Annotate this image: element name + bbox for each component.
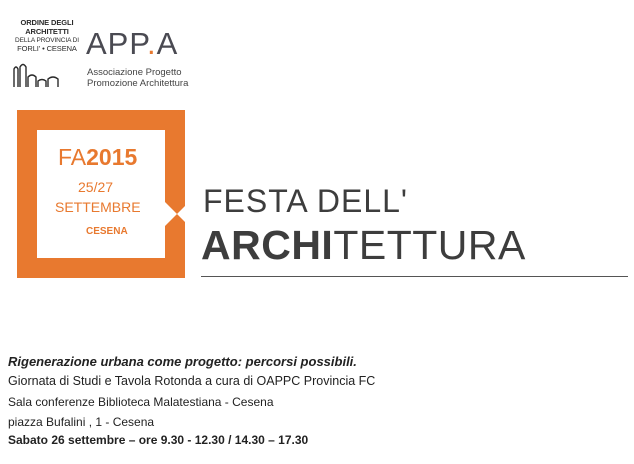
appa-title-end: A bbox=[156, 26, 179, 61]
ordine-line1: ORDINE DEGLI bbox=[20, 18, 74, 27]
appa-subtitle-2: Promozione Architettura bbox=[87, 78, 189, 89]
event-venue: Sala conferenze Biblioteca Malatestiana - Cesena bbox=[8, 395, 274, 409]
appa-logo-title bbox=[86, 28, 178, 59]
event-title: Rigenerazione urbana come progetto: percorsi possibili. bbox=[8, 354, 357, 369]
festa-title-line2 bbox=[201, 222, 526, 268]
ordine-line4: FORLI' • CESENA bbox=[17, 44, 77, 54]
festa-title-rest: TETTURA bbox=[333, 222, 526, 268]
fa-year-label bbox=[58, 146, 137, 169]
event-address: piazza Bufalini , 1 - Cesena bbox=[8, 415, 155, 429]
festa-title-line1: FESTA DELL' bbox=[203, 183, 409, 219]
fa-city: CESENA bbox=[86, 226, 128, 237]
festa-title-bold: ARCHI bbox=[201, 222, 334, 268]
ordine-line2: ARCHITETTI bbox=[25, 26, 69, 36]
appa-subtitle-1: Associazione Progetto bbox=[87, 67, 182, 78]
fa-month: SETTEMBRE bbox=[55, 199, 141, 215]
building-sketch-icon bbox=[12, 59, 72, 89]
fa-label-year: 2015 bbox=[86, 144, 138, 170]
event-description: Giornata di Studi e Tavola Rotonda a cura di OAPPC Provincia FC bbox=[8, 374, 376, 388]
fa-label-prefix: FA bbox=[58, 144, 87, 170]
appa-title-main: APP bbox=[86, 26, 148, 61]
event-schedule: Sabato 26 settembre – ore 9.30 - 12.30 / 14.30 – 17.30 bbox=[8, 433, 309, 447]
title-divider bbox=[201, 276, 628, 277]
appa-title-dot: . bbox=[147, 26, 157, 61]
ordine-line3: DELLA PROVINCIA DI bbox=[15, 36, 79, 44]
ordine-architetti-logo bbox=[10, 19, 84, 91]
fa-dates: 25/27 bbox=[78, 179, 114, 195]
